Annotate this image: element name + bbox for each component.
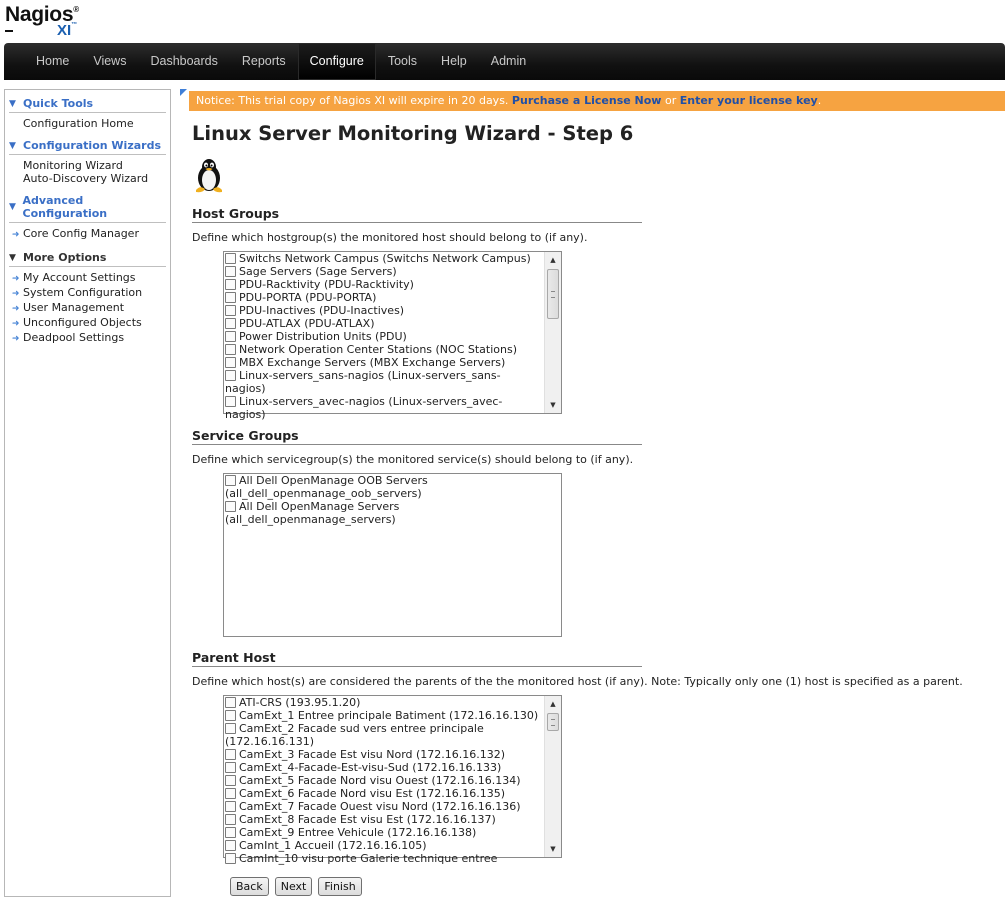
list-item[interactable] [225, 278, 544, 291]
scroll-up-arrow-icon[interactable]: ▲ [550, 256, 556, 264]
option-label: nagios) [225, 408, 266, 421]
list-item[interactable] [225, 787, 544, 800]
option-checkbox[interactable] [225, 501, 236, 512]
option-checkbox[interactable] [225, 827, 236, 838]
notice-text: Notice: This trial copy of Nagios XI will expire in 20 days. [196, 94, 509, 107]
option-checkbox[interactable] [225, 305, 236, 316]
collapse-corner-icon[interactable] [180, 89, 187, 96]
sidebar-header-advanced-configuration[interactable]: ▼ Advanced Configuration [9, 191, 166, 223]
main-nav-bar [4, 43, 1005, 80]
option-checkbox[interactable] [225, 749, 236, 760]
sidebar-item-auto-discovery-wizard[interactable]: Auto-Discovery Wizard [23, 172, 149, 185]
option-checkbox[interactable] [225, 788, 236, 799]
option-checkbox[interactable] [225, 840, 236, 851]
sidebar-header-configuration-wizards[interactable]: ▼ Configuration Wizards [9, 136, 166, 155]
list-item[interactable] [225, 330, 544, 343]
wizard-buttons [230, 877, 362, 896]
option-checkbox[interactable] [225, 318, 236, 329]
list-item[interactable] [225, 839, 544, 852]
sidebar-section-more-options [9, 248, 166, 346]
list-item[interactable] [225, 761, 544, 774]
list-item[interactable] [225, 709, 544, 722]
list-item[interactable] [225, 722, 544, 735]
option-label: All Dell OpenManage OOB Servers [239, 474, 428, 487]
option-checkbox[interactable] [225, 814, 236, 825]
chevron-down-icon: ▼ [9, 98, 16, 109]
sidebar-section-configuration-wizards [9, 136, 166, 185]
chevron-down-icon: ▼ [9, 140, 16, 151]
option-checkbox[interactable] [225, 723, 236, 734]
list-item[interactable] [225, 317, 544, 330]
option-label: (172.16.16.131) [225, 735, 315, 748]
sidebar-item-system-configuration[interactable]: ➜ System Configuration [9, 286, 143, 299]
option-checkbox[interactable] [225, 357, 236, 368]
option-checkbox[interactable] [225, 331, 236, 342]
parent-host-scrollbar[interactable] [544, 696, 561, 857]
host-groups-options [224, 252, 544, 421]
list-item[interactable] [225, 826, 544, 839]
sidebar-item-my-account-settings[interactable]: ➜ My Account Settings [9, 271, 136, 284]
arrow-link-icon: ➜ [9, 304, 20, 314]
option-label: nagios) [225, 382, 266, 395]
list-item-continuation [225, 735, 544, 748]
nav-item-views[interactable]: Views [93, 54, 127, 68]
option-label: CamExt_8 Facade Est visu Est (172.16.16.137) [239, 813, 496, 826]
option-label: Linux-servers_avec-nagios (Linux-servers_avec- [239, 395, 503, 408]
nav-item-home[interactable]: Home [36, 54, 70, 68]
sidebar-item-unconfigured-objects[interactable]: ➜ Unconfigured Objects [9, 316, 142, 329]
host-groups-description: Define which hostgroup(s) the monitored host should belong to (if any). [192, 231, 588, 244]
service-groups-options [224, 474, 561, 636]
enter-license-key-link[interactable]: Enter your license key [679, 94, 818, 107]
list-item[interactable] [225, 696, 544, 709]
list-item[interactable] [225, 395, 544, 408]
option-label: Network Operation Center Stations (NOC Stations) [239, 343, 518, 356]
list-item[interactable] [225, 800, 544, 813]
arrow-link-icon: ➜ [9, 274, 20, 284]
list-item-continuation [225, 408, 544, 421]
host-groups-scrollbar[interactable] [544, 252, 561, 413]
list-item[interactable] [225, 252, 544, 265]
purchase-license-link[interactable]: Purchase a License Now [511, 94, 662, 107]
sidebar-item-configuration-home[interactable]: Configuration Home [23, 117, 134, 130]
nav-item-dashboards[interactable]: Dashboards [150, 54, 218, 68]
option-checkbox[interactable] [225, 710, 236, 721]
list-item[interactable] [225, 265, 544, 278]
option-label: CamExt_5 Facade Nord visu Ouest (172.16.16.134) [239, 774, 521, 787]
option-checkbox[interactable] [225, 697, 236, 708]
parent-host-heading: Parent Host [192, 650, 642, 667]
option-label: CamExt_9 Entree Vehicule (172.16.16.138) [239, 826, 477, 839]
scroll-down-arrow-icon[interactable]: ▼ [550, 401, 556, 409]
option-checkbox[interactable] [225, 266, 236, 277]
option-checkbox[interactable] [225, 292, 236, 303]
host-groups-heading: Host Groups [192, 206, 642, 223]
option-label: CamExt_6 Facade Nord visu Est (172.16.16.135) [239, 787, 506, 800]
sidebar-item-monitoring-wizard[interactable]: Monitoring Wizard [23, 159, 123, 172]
arrow-link-icon: ➜ [9, 334, 20, 344]
option-label: CamExt_1 Entree principale Batiment (172.16.16.130) [239, 709, 539, 722]
nagios-xi-logo[interactable]: Nagios® XI™ [5, 3, 79, 39]
option-label: (all_dell_openmanage_servers) [225, 513, 396, 526]
list-item[interactable] [225, 343, 544, 356]
parent-host-description: Define which host(s) are considered the parents of the the monitored host (if any). Note: Typically only one (1) host is specified as a parent. [192, 675, 963, 688]
tux-penguin-icon [193, 157, 225, 193]
option-label: CamExt_3 Facade Est visu Nord (172.16.16.132) [239, 748, 506, 761]
option-checkbox[interactable] [225, 279, 236, 290]
arrow-link-icon: ➜ [9, 230, 20, 240]
finish-button[interactable]: Finish [318, 877, 361, 896]
option-label: PDU-PORTA (PDU-PORTA) [239, 291, 377, 304]
arrow-link-icon: ➜ [9, 289, 20, 299]
option-label: Switchs Network Campus (Switchs Network Campus) [239, 252, 531, 265]
list-item[interactable] [225, 500, 561, 513]
sidebar-item-user-management[interactable]: ➜ User Management [9, 301, 125, 314]
chevron-down-icon: ▼ [9, 202, 16, 212]
nav-item-tools[interactable]: Tools [387, 54, 418, 68]
option-checkbox[interactable] [225, 853, 236, 864]
sidebar-section-advanced-configuration [9, 191, 166, 242]
option-label: (all_dell_openmanage_oob_servers) [225, 487, 422, 500]
list-item[interactable] [225, 369, 544, 382]
option-checkbox[interactable] [225, 775, 236, 786]
service-groups-heading: Service Groups [192, 428, 642, 445]
service-groups-listbox[interactable] [223, 473, 562, 637]
option-checkbox[interactable] [225, 253, 236, 264]
list-item-continuation [225, 513, 561, 526]
option-checkbox[interactable] [225, 396, 236, 407]
option-label: Power Distribution Units (PDU) [239, 330, 407, 343]
logo-text: Nagios [5, 3, 74, 26]
arrow-link-icon: ➜ [9, 319, 20, 329]
option-label: CamExt_4-Facade-Est-visu-Sud (172.16.16.133) [239, 761, 502, 774]
sidebar-item-core-config-manager[interactable]: ➜ Core Config Manager [9, 227, 139, 240]
parent-host-listbox[interactable] [223, 695, 562, 865]
scroll-down-arrow-icon[interactable]: ▼ [550, 845, 556, 853]
option-label: CamExt_2 Facade sud vers entree principale [239, 722, 484, 735]
main-nav-list [4, 43, 1005, 80]
option-checkbox[interactable] [225, 762, 236, 773]
list-item[interactable] [225, 356, 544, 369]
sidebar-item-deadpool-settings[interactable]: ➜ Deadpool Settings [9, 331, 125, 344]
scroll-thumb[interactable] [547, 713, 559, 731]
option-label: Sage Servers (Sage Servers) [239, 265, 397, 278]
list-item-continuation [225, 487, 561, 500]
nav-item-help[interactable]: Help [441, 54, 467, 68]
option-label: PDU-ATLAX (PDU-ATLAX) [239, 317, 375, 330]
list-item[interactable] [225, 291, 544, 304]
page-title: Linux Server Monitoring Wizard - Step 6 [192, 122, 634, 145]
option-checkbox[interactable] [225, 801, 236, 812]
parent-host-options [224, 696, 544, 865]
option-label: PDU-Racktivity (PDU-Racktivity) [239, 278, 414, 291]
nav-item-configure[interactable]: Configure [298, 43, 376, 80]
list-item[interactable] [225, 304, 544, 317]
option-label: CamInt_1 Accueil (172.16.16.105) [239, 839, 427, 852]
option-label: CamExt_7 Facade Ouest visu Nord (172.16.16.136) [239, 800, 521, 813]
chevron-down-icon: ▼ [9, 252, 16, 263]
option-label: Linux-servers_sans-nagios (Linux-servers_sans- [239, 369, 501, 382]
list-item[interactable] [225, 748, 544, 761]
sidebar [4, 89, 171, 897]
nav-item-reports[interactable]: Reports [241, 54, 286, 68]
sidebar-section-quick-tools [9, 94, 166, 130]
scroll-up-arrow-icon[interactable]: ▲ [550, 700, 556, 708]
list-item[interactable] [225, 852, 544, 865]
list-item[interactable] [225, 813, 544, 826]
sidebar-header-quick-tools[interactable]: ▼ Quick Tools [9, 94, 166, 113]
list-item[interactable] [225, 774, 544, 787]
list-item[interactable] [225, 474, 561, 487]
sidebar-header-more-options[interactable]: ▼ More Options [9, 248, 166, 267]
notice-end-text: . [817, 94, 822, 107]
list-item-continuation [225, 382, 544, 395]
back-button[interactable]: Back [230, 877, 269, 896]
logo-suffix: XI [57, 22, 72, 39]
option-label: All Dell OpenManage Servers [239, 500, 400, 513]
option-checkbox[interactable] [225, 344, 236, 355]
option-label: ATI-CRS (193.95.1.20) [239, 696, 361, 709]
notice-or-text: or [664, 94, 677, 107]
host-groups-listbox[interactable] [223, 251, 562, 421]
next-button[interactable]: Next [275, 877, 313, 896]
option-checkbox[interactable] [225, 370, 236, 381]
service-groups-description: Define which servicegroup(s) the monitored service(s) should belong to (if any). [192, 453, 634, 466]
nav-item-admin[interactable]: Admin [490, 54, 527, 68]
trial-notice-banner [189, 91, 1005, 111]
option-checkbox[interactable] [225, 475, 236, 486]
option-label: CamInt_10 visu porte Galerie technique entree [239, 852, 498, 865]
option-label: MBX Exchange Servers (MBX Exchange Servers) [239, 356, 506, 369]
scroll-thumb[interactable] [547, 269, 559, 319]
option-label: PDU-Inactives (PDU-Inactives) [239, 304, 405, 317]
